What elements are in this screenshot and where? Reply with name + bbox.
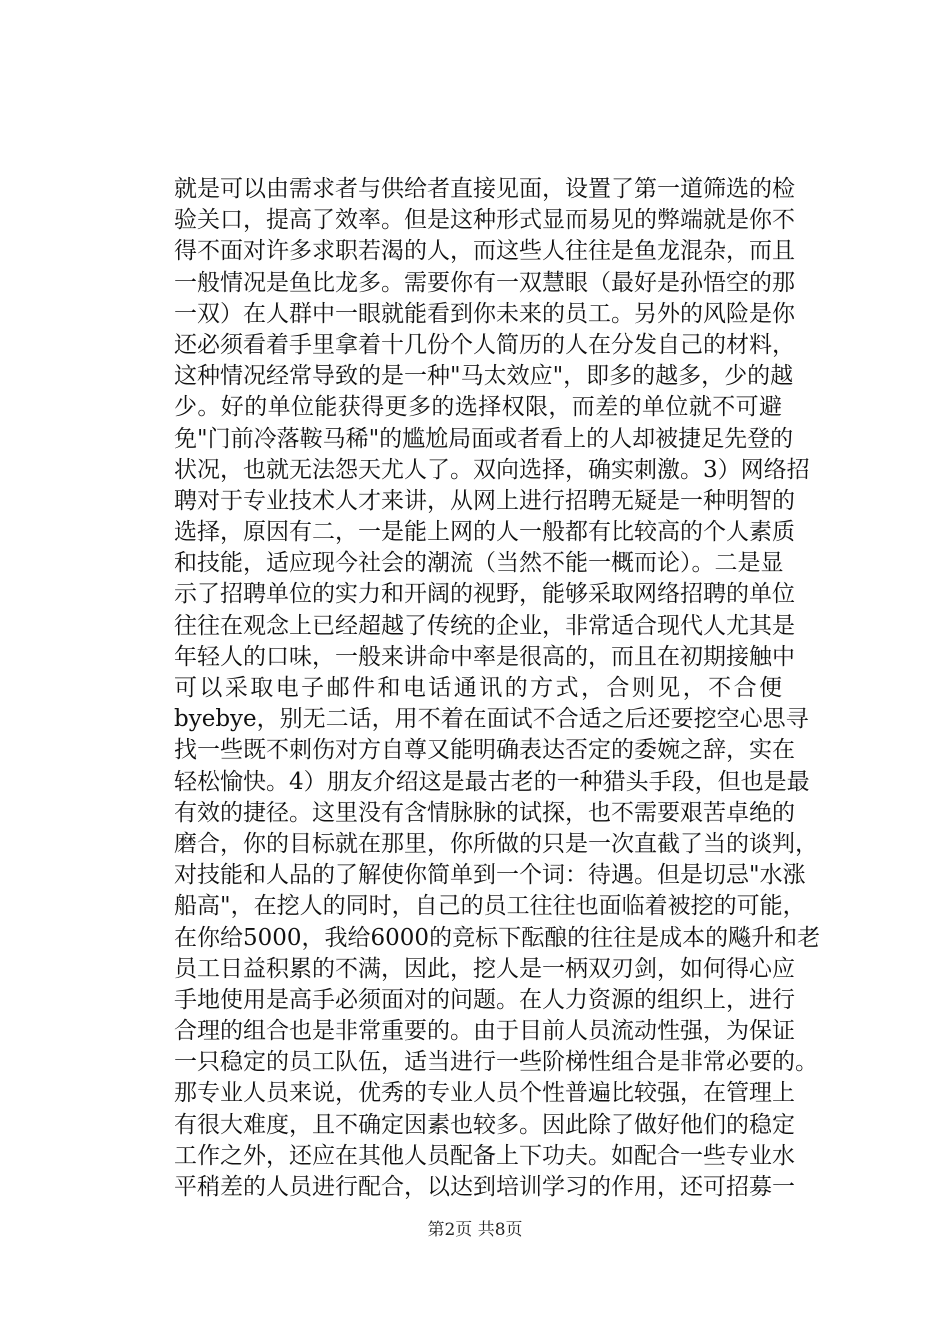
text-line: 年轻人的口味，一般来讲命中率是很高的，而且在初期接触中: [174, 643, 795, 670]
page-footer: 第2页 共8页: [427, 1220, 523, 1240]
text-line: 验关口，提高了效率。但是这种形式显而易见的弊端就是你不: [174, 207, 795, 234]
text-line: 聘对于专业技术人才来讲，从网上进行招聘无疑是一种明智的: [174, 487, 795, 514]
text-line: 示了招聘单位的实力和开阔的视野，能够采取网络招聘的单位: [174, 581, 795, 608]
text-line: byebye，别无二话，用不着在面试不合适之后还要挖空心思寻: [174, 706, 809, 733]
text-line: 往往在观念上已经超越了传统的企业，非常适合现代人尤其是: [174, 612, 795, 639]
text-line: 磨合，你的目标就在那里，你所做的只是一次直截了当的谈判，: [174, 830, 818, 857]
text-line: 可以采取电子邮件和电话通讯的方式，合则见，不合便: [174, 675, 782, 701]
text-line: 一只稳定的员工队伍，适当进行一些阶梯性组合是非常必要的。: [174, 1049, 818, 1076]
text-line: 还必须看着手里拿着十几份个人简历的人在分发自己的材料，: [174, 331, 795, 358]
text-line: 少。好的单位能获得更多的选择权限，而差的单位就不可避: [174, 394, 782, 421]
text-line: 有很大难度，且不确定因素也较多。因此除了做好他们的稳定: [174, 1111, 795, 1138]
text-line: 工作之外，还应在其他人员配备上下功夫。如配合一些专业水: [174, 1142, 795, 1169]
text-line: 选择，原因有二，一是能上网的人一般都有比较高的个人素质: [174, 519, 795, 546]
text-line: 船高"，在挖人的同时，自己的员工往往也面临着被挖的可能，: [174, 893, 806, 920]
text-line: 平稍差的人员进行配合，以达到培训学习的作用，还可招募一: [174, 1174, 795, 1200]
text-line: 状况，也就无法怨天尤人了。双向选择，确实刺激。3）网络招: [174, 456, 810, 483]
text-line: 找一些既不刺伤对方自尊又能明确表达否定的委婉之辞，实在: [174, 737, 795, 764]
text-line: 就是可以由需求者与供给者直接见面，设置了第一道筛选的检: [174, 176, 795, 202]
text-line: 轻松愉快。4）朋友介绍这是最古老的一种猎头手段，但也是最: [174, 768, 810, 795]
text-line: 对技能和人品的了解使你简单到一个词：待遇。但是切忌"水涨: [174, 862, 806, 889]
text-line: 在你给5000，我给6000的竞标下酝酿的往往是成本的飚升和老: [174, 924, 821, 951]
text-line: 和技能，适应现今社会的潮流（当然不能一概而论）。二是显: [174, 550, 784, 577]
body-text: [174, 174, 821, 1203]
text-line: 手地使用是高手必须面对的问题。在人力资源的组织上，进行: [174, 986, 795, 1013]
text-line: 那专业人员来说，优秀的专业人员个性普遍比较强，在管理上: [174, 1080, 795, 1107]
text-line: 一般情况是鱼比龙多。需要你有一双慧眼（最好是孙悟空的那: [174, 269, 795, 296]
text-line: 有效的捷径。这里没有含情脉脉的试探，也不需要艰苦卓绝的: [174, 799, 795, 826]
text-line: 这种情况经常导致的是一种"马太效应"，即多的越多，少的越: [174, 363, 794, 390]
text-line: 得不面对许多求职若渴的人，而这些人往往是鱼龙混杂，而且: [174, 238, 795, 265]
text-line: 员工日益积累的不满，因此，挖人是一柄双刃剑，如何得心应: [174, 955, 795, 982]
text-line: 合理的组合也是非常重要的。由于目前人员流动性强，为保证: [174, 1018, 795, 1045]
text-line: 免"门前冷落鞍马稀"的尴尬局面或者看上的人却被捷足先登的: [174, 425, 794, 452]
text-line: 一双）在人群中一眼就能看到你未来的员工。另外的风险是你: [174, 300, 795, 327]
